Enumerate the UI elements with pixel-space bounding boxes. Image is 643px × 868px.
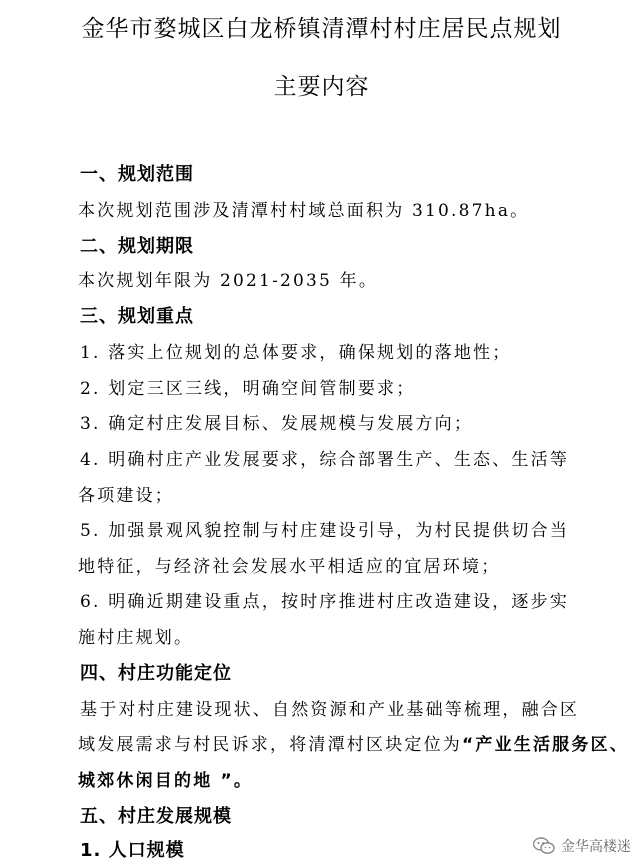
section-heading-positioning: 四、村庄功能定位 [80,663,232,684]
focus-item: 2. 划定三区三线，明确空间管制要求； [80,379,416,399]
positioning-text-emphasis: “产业生活服务区、 [462,735,629,755]
wechat-icon [533,837,555,855]
focus-item: 5. 加强景观风貌控制与村庄建设引导，为村民提供切合当 [80,521,570,541]
focus-item: 1. 落实上位规划的总体要求，确保规划的落地性； [80,343,512,363]
section-heading-scale: 五、村庄发展规模 [80,806,232,827]
positioning-text-line: 基于对村庄建设现状、自然资源和产业基础等梳理，融合区 [80,700,580,720]
focus-item: 3. 确定村庄发展目标、发展规模与发展方向； [80,414,474,434]
scope-text: 本次规划范围涉及清潭村村域总面积为 310.87ha。 [78,201,530,221]
section-heading-scope: 一、规划范围 [80,164,194,185]
watermark [533,836,631,856]
positioning-text-emphasis-line: 城郊休闲目的地 ”。 [78,771,254,791]
section-heading-focus: 三、规划重点 [80,306,194,327]
focus-item-continuation: 地特征，与经济社会发展水平相适应的宜居环境； [78,557,501,577]
focus-item-continuation: 各项建设； [78,486,174,506]
watermark-text: 金华高楼迷 [561,839,631,855]
focus-item-continuation: 施村庄规划。 [78,628,194,648]
focus-item: 6. 明确近期建设重点，按时序推进村庄改造建设，逐步实 [80,592,570,612]
document-subtitle: 主要内容 [273,74,370,100]
positioning-text-plain: 域发展需求与村民诉求，将清潭村区块定位为 [78,735,462,755]
focus-item: 4. 明确村庄产业发展要求，综合部署生产、生态、生活等 [80,450,570,470]
document-title: 金华市婺城区白龙桥镇清潭村村庄居民点规划 [81,16,562,42]
positioning-text-line [78,730,629,755]
subsection-heading-population: 1. 人口规模 [80,840,185,861]
section-heading-period: 二、规划期限 [80,236,194,257]
period-text: 本次规划年限为 2021-2035 年。 [78,271,379,291]
